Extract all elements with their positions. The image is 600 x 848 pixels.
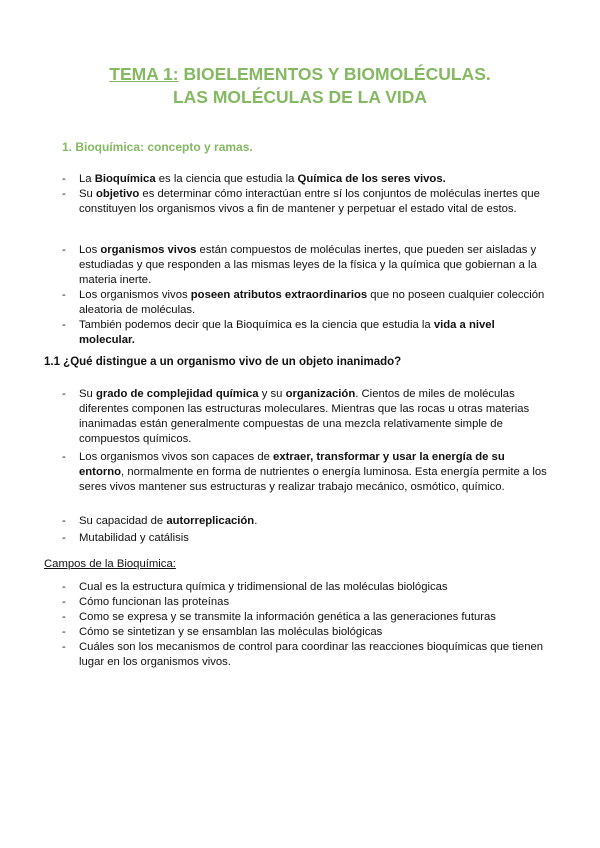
list-item: - Cual es la estructura química y tridimensional de las moléculas biológicas [62,580,552,595]
list-item: - Su grado de complejidad química y su organización. Cientos de miles de moléculas diferentes componen las estructuras moleculares. Mientras que las rocas u otras materias inanimadas están generalmente compuestas de una mezcla relativamente simple de compuestos químicos. [62,387,552,447]
document-title-line2: LAS MOLÉCULAS DE LA VIDA [172,87,428,107]
campos-heading: Campos de la Bioquímica: [44,558,176,570]
list-item: - Cómo se sintetizan y se ensamblan las moléculas biológicas [62,625,552,640]
document-title-line1 [0,63,600,85]
list-item: - Cuáles son los mecanismos de control para coordinar las reacciones bioquímicas que tienen lugar en los organismos vivos. [62,640,552,670]
section-heading: 1. Bioquímica: concepto y ramas. [62,140,253,154]
list-item: - También podemos decir que la Bioquímica es la ciencia que estudia la vida a nivel molecular. [62,318,552,348]
subsection-list-d [62,531,552,546]
list-item: - Cómo funcionan las proteínas [62,595,552,610]
title-rest: BIOELEMENTOS Y BIOMOLÉCULAS. [178,64,491,84]
list-item: - Los organismos vivos están compuestos de moléculas inertes, que pueden ser aisladas y estudiadas y que responden a las mismas leyes de la física y la química que gobiernan a la materia inerte. [62,243,552,288]
campos-list [62,580,552,670]
subsection-heading: 1.1 ¿Qué distingue a un organismo vivo de un objeto inanimado? [44,356,402,368]
section1-list-b [62,243,552,348]
title-prefix: TEMA 1: [109,64,179,84]
list-item: - Mutabilidad y catálisis [62,531,552,546]
list-item: - Como se expresa y se transmite la información genética a las generaciones futuras [62,610,552,625]
list-item: - Su capacidad de autorreplicación. [62,514,552,529]
list-item: - Los organismos vivos son capaces de extraer, transformar y usar la energía de su entorno, normalmente en forma de nutrientes o energía luminosa. Esta energía permite a los seres vivos mantener sus estructuras y realizar trabajo mecánico, osmótico, químico. [62,450,552,495]
section1-list-a [62,172,552,217]
subsection-list-a [62,387,552,447]
list-item: - Los organismos vivos poseen atributos extraordinarios que no poseen cualquier colección aleatoria de moléculas. [62,288,552,318]
subsection-list-c [62,514,552,529]
list-item: - Su objetivo es determinar cómo interactúan entre sí los conjuntos de moléculas inertes que constituyen los organismos vivos a fin de mantener y perpetuar el estado vital de estos. [62,187,552,217]
subsection-list-b [62,450,552,495]
list-item: - La Bioquímica es la ciencia que estudia la Química de los seres vivos. [62,172,552,187]
